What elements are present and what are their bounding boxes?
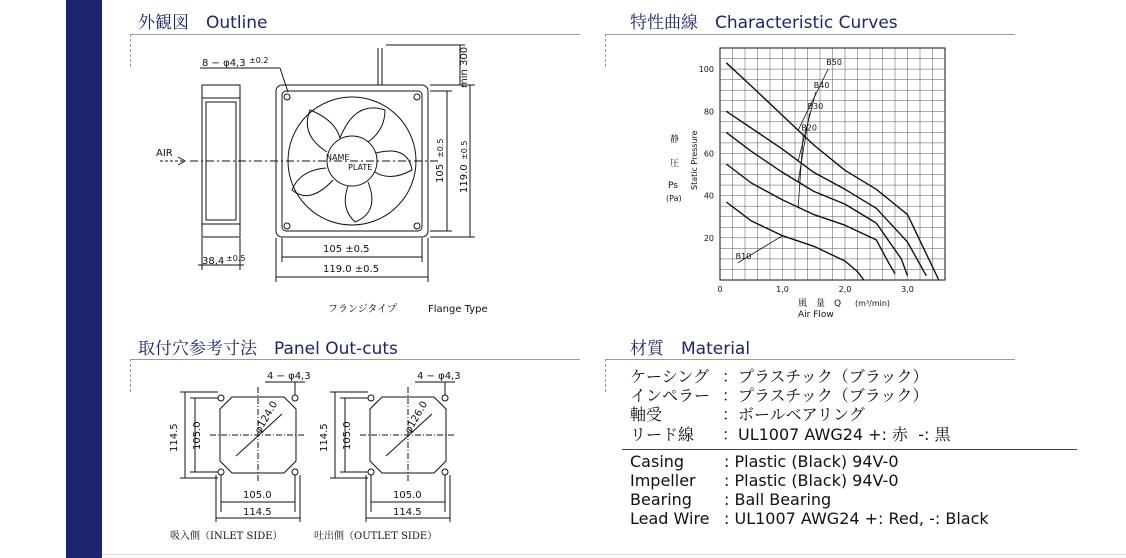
material-jp-value-0: ：プラスチック（ブラック） — [722, 367, 929, 386]
divider-curves — [605, 34, 1015, 35]
material-jp-label-0: ケーシング — [630, 367, 709, 386]
size-horizontal: 119.0 ±0.5 — [323, 264, 380, 275]
material-en-label-3: Lead Wire — [630, 509, 710, 528]
section-title-outline: 外観図 Outline — [138, 13, 268, 33]
series-label-b20: B20 — [801, 123, 817, 133]
material-jp-value-2: ：ボールベアリング — [722, 405, 865, 424]
series-line-b30 — [726, 132, 907, 275]
side-nav-bar — [66, 0, 102, 558]
ylabel-jp-1: 圧 — [670, 159, 680, 169]
x-tick-label: 2,0 — [838, 285, 852, 294]
flange-jp: フランジタイプ — [328, 304, 397, 315]
material-jp-label-3: リード線 — [630, 425, 695, 444]
inlet-114-vertical: 114.5 — [169, 423, 180, 452]
air-label: AIR — [156, 148, 173, 159]
size-vertical-tol: ±0.5 — [460, 140, 469, 160]
y-tick-label: 100 — [698, 65, 714, 75]
outlet-114-horizontal: 114.5 — [393, 507, 422, 518]
outlet-114-vertical: 114.5 — [319, 423, 330, 452]
outline-drawing — [140, 40, 590, 325]
divider-curves-tick — [605, 34, 606, 67]
material-en-label-1: Impeller — [630, 471, 696, 490]
divider-cutouts — [130, 359, 580, 360]
material-en-value-2: : Ball Bearing — [724, 490, 832, 509]
left-margin — [0, 0, 66, 558]
material-jp-label-1: インペラー — [630, 386, 711, 405]
material-divider — [622, 449, 1077, 450]
y-tick-label: 80 — [703, 107, 714, 117]
outlet-caption: 吐出側（OUTLET SIDE） — [314, 531, 438, 542]
xlabel: Air Flow — [798, 310, 834, 320]
material-jp-value-1: ：プラスチック（ブラック） — [722, 386, 929, 405]
y-tick-label: 20 — [703, 233, 714, 243]
y-tick-label: 40 — [703, 191, 714, 201]
divider-material-tick — [605, 359, 606, 392]
series-label-b40: B40 — [813, 81, 830, 91]
name-plate-2: PLATE — [348, 163, 373, 172]
section-title-material: 材質 Material — [630, 339, 751, 359]
inlet-105-vertical: 105.0 — [192, 421, 203, 450]
series-label-b50: B50 — [826, 57, 842, 67]
hole-label: 8 − φ4,3 — [202, 58, 246, 69]
width-dim: 38,4 — [202, 256, 225, 267]
inlet-105-horizontal: 105.0 — [243, 490, 272, 501]
y-tick-label: 60 — [703, 149, 714, 159]
outlet-105-vertical: 105.0 — [342, 421, 353, 450]
series-leader-b20 — [798, 134, 803, 207]
pitch-vertical: 105 — [435, 163, 446, 183]
pitch-vertical-tol: ±0.5 — [436, 138, 445, 158]
ylabel-jp-2: Ps — [668, 181, 678, 191]
cutouts-drawing — [140, 362, 600, 557]
xlabel-jp: 風 量 Q — [798, 299, 842, 309]
hole-tolerance: ±0.2 — [249, 56, 269, 65]
outlet-105-horizontal: 105.0 — [393, 490, 422, 501]
material-en-value-3: : UL1007 AWG24 +: Red, -: Black — [724, 509, 989, 528]
material-en-value-0: : Plastic (Black) 94V-0 — [724, 452, 899, 471]
series-leader-b50 — [798, 69, 828, 133]
size-vertical: 119.0 — [459, 164, 470, 193]
characteristic-chart — [640, 40, 980, 325]
material-en-label-2: Bearing — [630, 490, 692, 509]
divider-outline-tick — [130, 34, 131, 67]
series-label-b10: B10 — [735, 251, 752, 261]
material-jp-label-2: 軸受 — [630, 405, 663, 424]
material-en-value-1: : Plastic (Black) 94V-0 — [724, 471, 899, 490]
x-tick-label: 3,0 — [901, 285, 914, 294]
section-title-cutouts: 取付穴参考寸法 Panel Out-cuts — [138, 339, 398, 359]
inlet-caption: 吸入側（INLET SIDE） — [170, 531, 283, 542]
divider-cutouts-tick — [130, 359, 131, 392]
outlet-holes: 4 − φ4,3 — [417, 371, 461, 382]
inlet-diameter: φ124.0 — [253, 399, 281, 436]
xunit: (m³/min) — [855, 299, 891, 308]
x-tick-label: 1,0 — [776, 285, 789, 294]
pitch-horizontal: 105 ±0.5 — [323, 244, 370, 255]
material-jp-value-3: ：UL1007 AWG24 +: 赤 -: 黒 — [722, 425, 951, 444]
divider-material — [605, 359, 1015, 360]
flange-en: Flange Type — [428, 304, 488, 315]
ylabel: Static Pressure — [690, 130, 699, 190]
ylabel-jp-0: 静 — [670, 135, 680, 145]
width-tol: ±0.5 — [226, 254, 246, 263]
series-label-b30: B30 — [807, 102, 824, 112]
name-plate-1: NAME — [326, 153, 350, 162]
material-en-label-0: Casing — [630, 452, 685, 471]
outlet-diameter: φ126.0 — [403, 399, 431, 436]
section-title-curves: 特性曲線 Characteristic Curves — [630, 13, 898, 33]
inlet-holes: 4 − φ4,3 — [267, 371, 311, 382]
x-tick-label: 0 — [717, 285, 723, 294]
ylabel-jp-3: (Pa) — [666, 194, 682, 203]
lead-length: min 300 — [459, 46, 470, 88]
inlet-114-horizontal: 114.5 — [243, 507, 272, 518]
divider-outline — [130, 34, 580, 35]
